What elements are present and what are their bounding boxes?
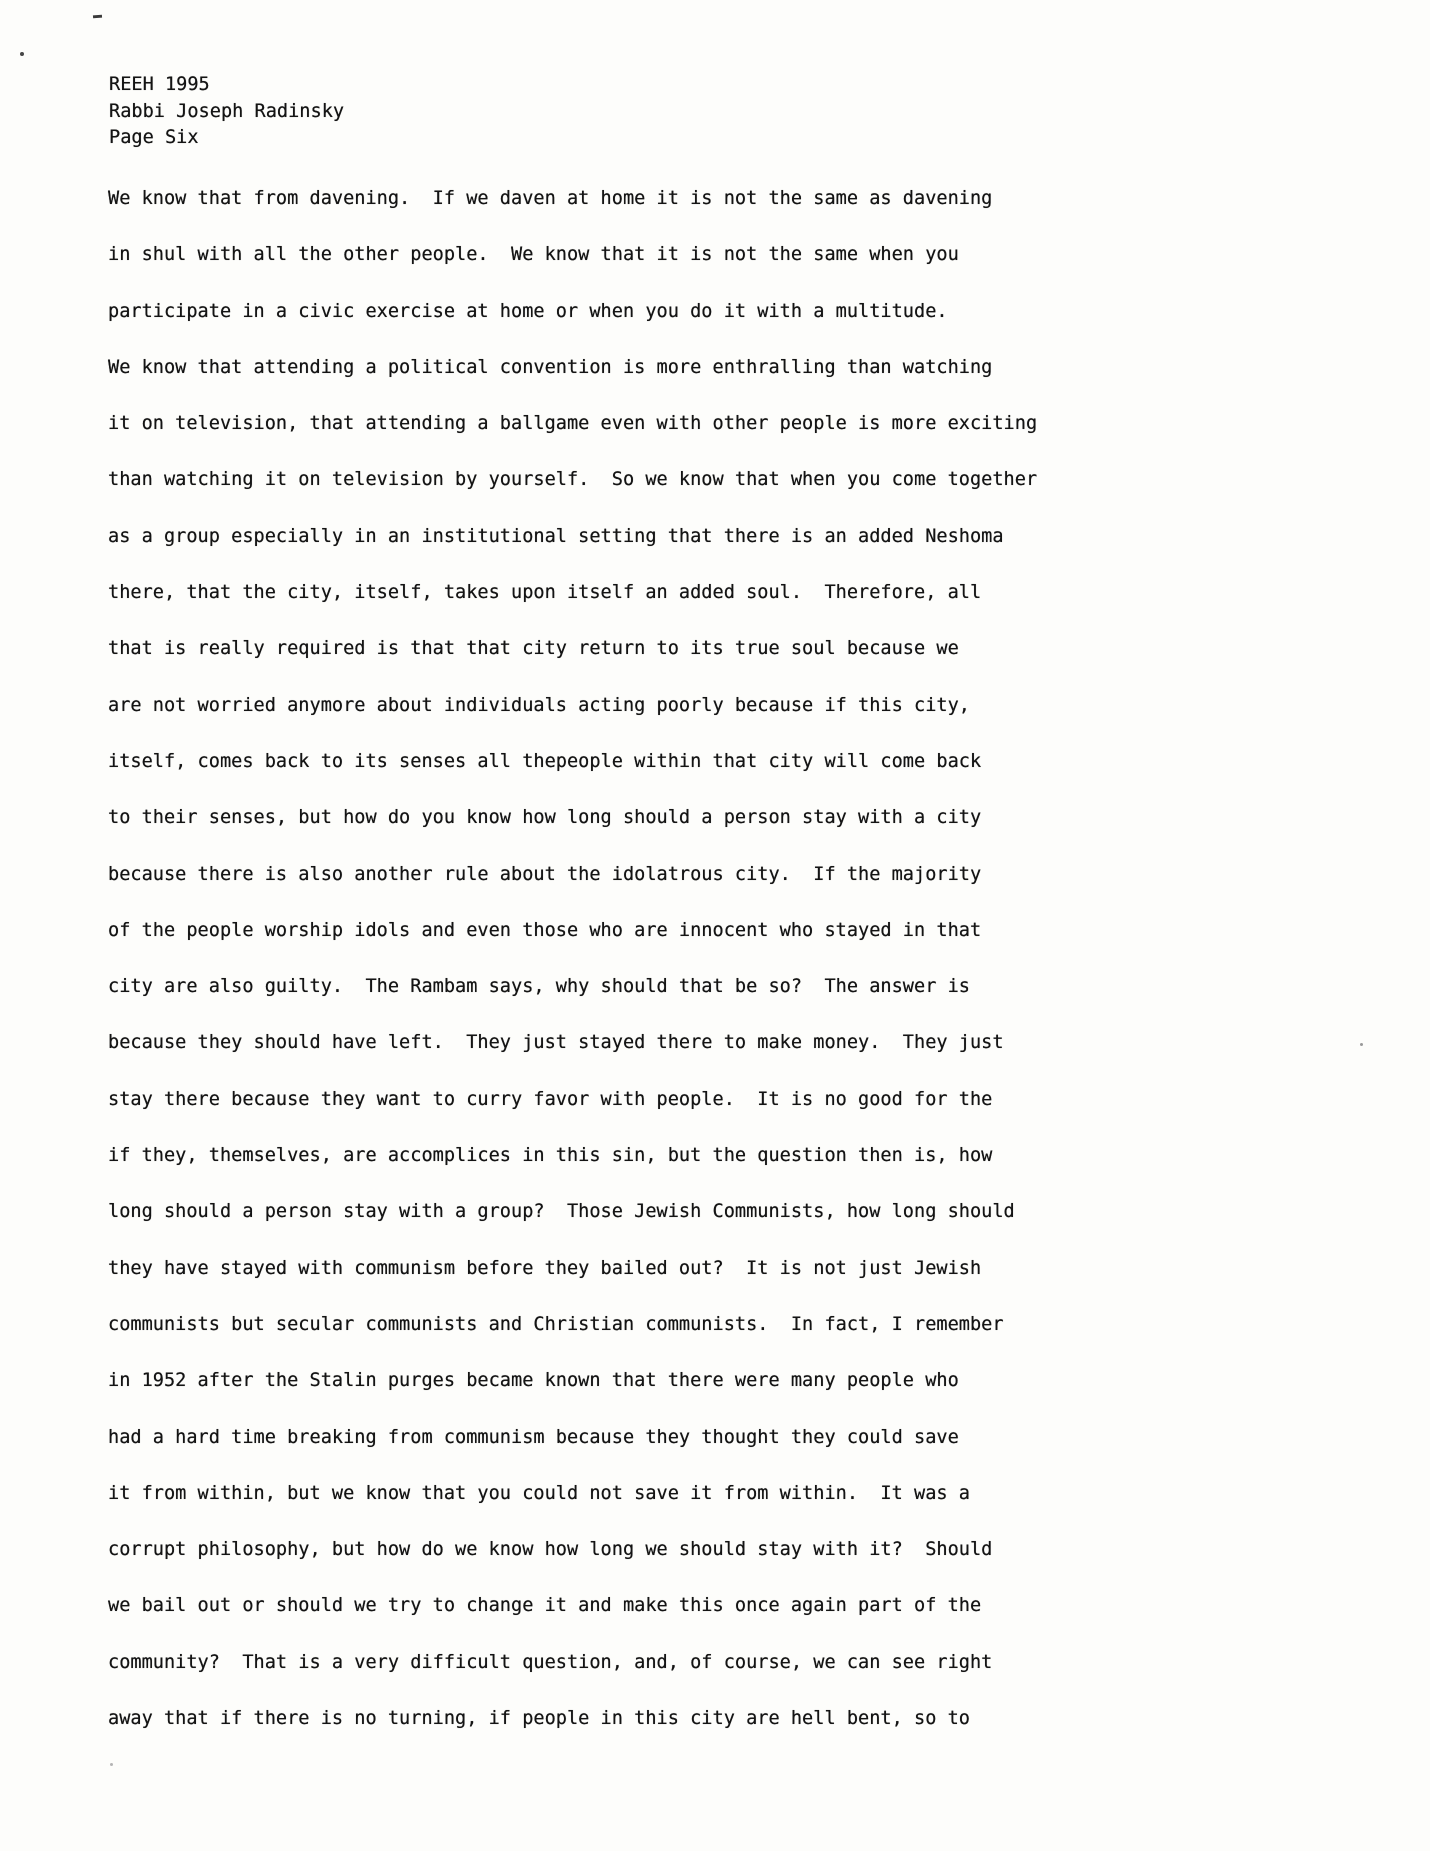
text-line: there, that the city, itself, takes upon itself an added soul. Therefore, all: [108, 582, 982, 604]
text-line: corrupt philosophy, but how do we know how long we should stay with it? Should: [108, 1539, 993, 1561]
text-line: are not worried anymore about individuals acting poorly because if this city,: [108, 694, 970, 716]
header-sermon-title: REEH 1995: [109, 74, 210, 95]
text-line: if they, themselves, are accomplices in this sin, but the question then is, how: [108, 1145, 993, 1167]
text-line: than watching it on television by yourself. So we know that when you come together: [108, 469, 1038, 491]
text-line: we bail out or should we try to change it and make this once again part of the: [108, 1595, 982, 1617]
text-line: in shul with all the other people. We know that it is not the same when you: [108, 244, 959, 266]
text-line: it from within, but we know that you could not save it from within. It was a: [108, 1482, 970, 1504]
text-line: because they should have left. They just stayed there to make money. They just: [108, 1032, 1004, 1054]
text-line: it on television, that attending a ballgame even with other people is more exciting: [108, 413, 1038, 435]
text-line: that is really required is that that city return to its true soul because we: [108, 638, 959, 660]
text-line: city are also guilty. The Rambam says, why should that be so? The answer is: [108, 976, 970, 998]
header-author: Rabbi Joseph Radinsky: [109, 100, 345, 122]
scan-artifact-dot: [110, 1763, 113, 1766]
text-line: stay there because they want to curry favor with people. It is no good for the: [108, 1088, 993, 1110]
text-line: itself, comes back to its senses all thepeople within that city will come back: [108, 750, 982, 772]
document-header: [109, 72, 344, 152]
text-line: We know that attending a political convention is more enthralling than watching: [108, 356, 993, 378]
text-line: communists but secular communists and Christian communists. In fact, I remember: [108, 1313, 1004, 1335]
text-line: they have stayed with communism before they bailed out? It is not just Jewish: [108, 1257, 982, 1279]
header-page-number: Page Six: [109, 127, 199, 148]
text-line: had a hard time breaking from communism because they thought they could save: [108, 1426, 959, 1448]
document-body: [108, 171, 1368, 1747]
text-line: of the people worship idols and even those who are innocent who stayed in that: [108, 919, 982, 941]
text-line: to their senses, but how do you know how long should a person stay with a city: [108, 807, 982, 829]
text-line: because there is also another rule about the idolatrous city. If the majority: [108, 863, 982, 885]
scan-artifact-dash: [93, 15, 102, 19]
text-line: community? That is a very difficult question, and, of course, we can see right: [108, 1651, 993, 1673]
text-line: away that if there is no turning, if people in this city are hell bent, so to: [108, 1708, 970, 1730]
text-line: as a group especially in an institutional setting that there is an added Neshoma: [108, 525, 1004, 547]
scan-artifact-dot: [20, 52, 24, 56]
text-line: in 1952 after the Stalin purges became known that there were many people who: [108, 1370, 959, 1392]
text-line: participate in a civic exercise at home or when you do it with a multitude.: [108, 300, 948, 322]
text-line: long should a person stay with a group? Those Jewish Communists, how long should: [108, 1201, 1015, 1223]
text-line: We know that from davening. If we daven at home it is not the same as davening: [108, 188, 993, 209]
